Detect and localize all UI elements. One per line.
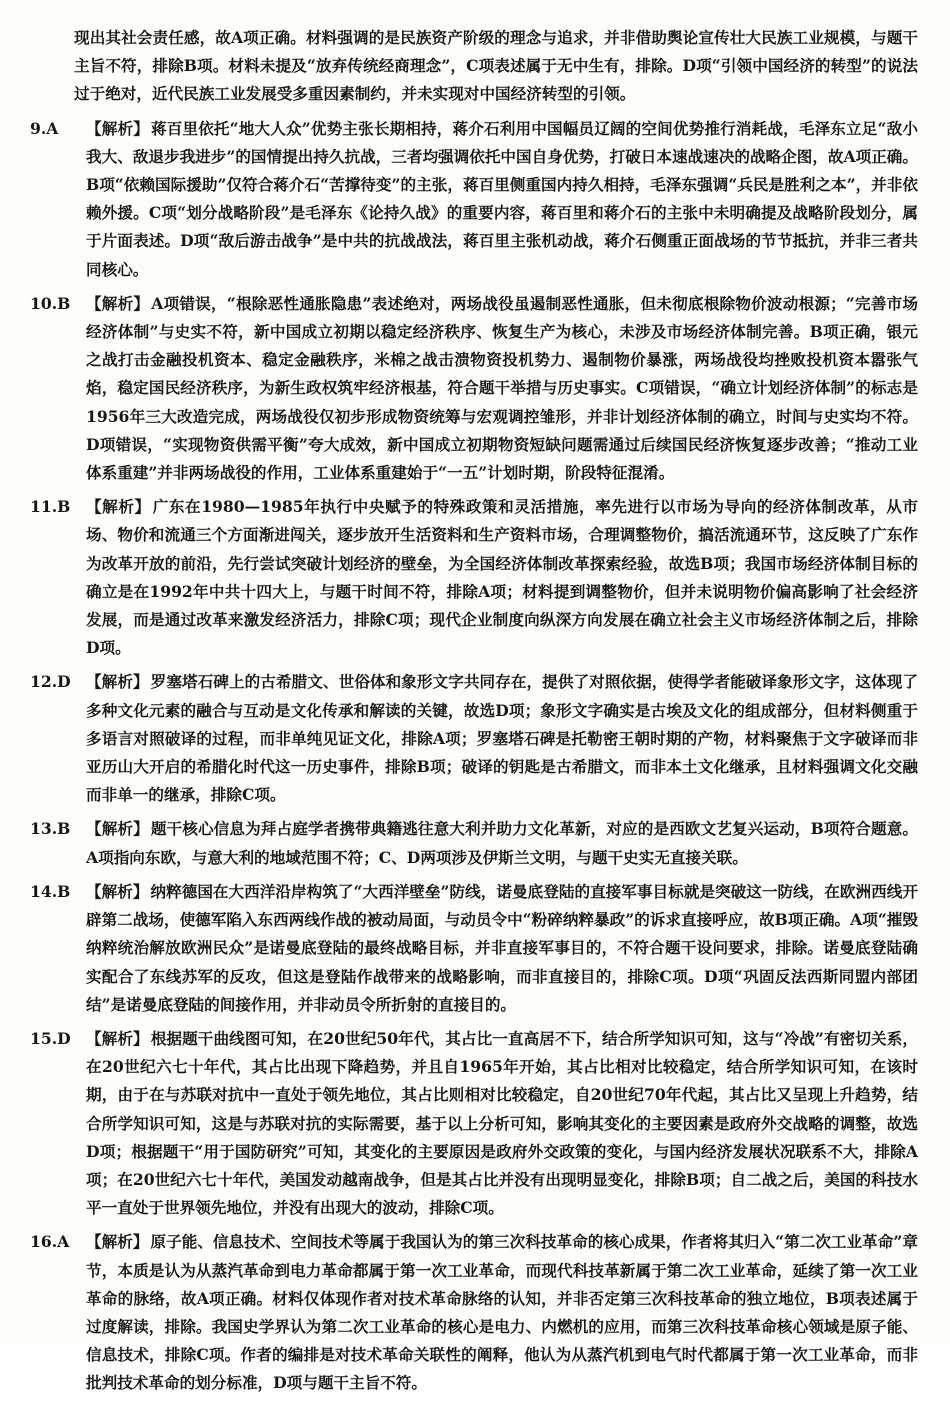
answer-14 — [30, 878, 918, 1019]
answer-10 — [30, 290, 918, 487]
answer-body — [86, 1228, 918, 1397]
answer-body — [86, 1025, 918, 1222]
answer-number: 11.B — [30, 497, 71, 517]
answer-text: 原子能、信息技术、空间技术等属于我国认为的第三次科技革命的核心成果，作者将其归入“第二次工业革命”章节，本质是认为从蒸汽革命到电力革命都属于第一次工业革命，而现代科技革新属于第二次工业革命，延续了第一次工业革命的脉络，故A项正确。材料仅体现作者对技术革命脉络的认知，并非否定第三次科技革命的独立地位，B项表述属于过度解读，排除。我国史学界认为第二次工业革命的核心是电力、内燃机的应用，而第三次科技革命核心领域是原子能、信息技术，排除C项。作者的编排是对技术革命关联性的阐释，他认为从蒸汽机到电气时代都属于第一次工业革命，而非批判技术革命的划分标准，D项与题干主旨不符。 — [86, 1232, 918, 1393]
answer-16 — [30, 1228, 918, 1397]
answer-body — [86, 878, 918, 1019]
answer-body — [86, 115, 918, 284]
answer-number: 13.B — [30, 819, 71, 839]
answer-text: 纳粹德国在大西洋沿岸构筑了“大西洋壁垒”防线，诺曼底登陆的直接军事目标就是突破这一防线，在欧洲西线开辟第二战场，使德军陷入东西两线作战的被动局面，与动员令中“粉碎纳粹暴政”的诉求直接呼应，故B项正确。A项“摧毁纳粹统治解放欧洲民众”是诺曼底登陆的最终战略目标，并非直接军事目的，不符合题干设问要求，排除。诺曼底登陆确实配合了东线苏军的反攻，但这是登陆作战带来的战略影响，而非直接目的，排除C项。D项“巩固反法西斯同盟内部团结”是诺曼底登陆的间接作用，并非动员令所折射的直接目的。 — [86, 881, 918, 1014]
answer-body — [86, 668, 918, 809]
answer-body — [86, 815, 918, 871]
answer-body — [86, 493, 918, 662]
analysis-tag: 【解析】 — [86, 819, 149, 839]
analysis-tag: 【解析】 — [86, 293, 150, 313]
answer-body — [86, 290, 918, 487]
answer-text: 根据题干曲线图可知，在20世纪50年代，其占比一直高居不下，结合所学知识可知，这与“冷战”有密切关系，在20世纪六七十年代，其占比出现下降趋势，并且自1965年开始，其占比相对比较稳定，结合所学知识可知，在该时期，由于在与苏联对抗中一直处于领先地位，其占比则相对比较稳定，自20世纪70年代起，其占比又呈现上升趋势，结合所学知识可知，这是与苏联对抗的实际需要，基于以上分析可知，影响其变化的主要因素是政府外交战略的调整，故选D项；根据题干“用于国防研究”可知，其变化的主要原因是政府外交政策的变化，与国内经济发展状况联系不大，排除A项；在20世纪六七十年代，美国发动越南战争，但是其占比并没有出现明显变化，排除B项；自二战之后，美国的科技水平一直处于世界领先地位，并没有出现大的波动，排除C项。 — [86, 1028, 918, 1218]
answer-text: 罗塞塔石碑上的古希腊文、世俗体和象形文字共同存在，提供了对照依据，使得学者能破译象形文字，这体现了多种文化元素的融合与互动是文化传承和解读的关键，故选D项；象形文字确实是古埃及文化的组成部分，但材料侧重于多语言对照破译的过程，而非单纯见证文化，排除A项；罗塞塔石碑是托勒密王朝时期的产物，材料聚焦于文字破译而非亚历山大开启的希腊化时代这一历史事件，排除B项；破译的钥匙是古希腊文，而非本土文化继承，且材料强调文化交融而非单一的继承，排除C项。 — [86, 672, 918, 805]
analysis-tag: 【解析】 — [86, 1028, 149, 1048]
answer-number: 16.A — [30, 1232, 70, 1252]
analysis-tag: 【解析】 — [86, 118, 149, 138]
answer-number: 15.D — [30, 1028, 71, 1048]
answer-15 — [30, 1025, 918, 1222]
analysis-tag: 【解析】 — [86, 497, 151, 517]
answer-number: 14.B — [30, 881, 71, 901]
answer-12 — [30, 668, 918, 809]
answer-13 — [30, 815, 918, 871]
answer-explanations — [30, 24, 918, 1404]
continuation-paragraph: 现出其社会责任感，故A项正确。材料强调的是民族资产阶级的理念与追求，并非借助舆论宣传壮大民族工业规模，与题干主旨不符，排除B项。材料未提及“放弃传统经商理念”，C项表述属于无中生有，排除。D项“引领中国经济的转型”的说法过于绝对，近代民族工业发展受多重因素制约，并未实现对中国经济转型的引领。 — [74, 28, 918, 104]
answer-number: 9.A — [30, 118, 59, 138]
answer-text: A项错误，“根除恶性通胀隐患”表述绝对，两场战役虽遏制恶性通胀，但未彻底根除物价波动根源；“完善市场经济体制”与史实不符，新中国成立初期以稳定经济秩序、恢复生产为核心，未涉及市场经济体制完善。B项正确，银元之战打击金融投机资本、稳定金融秩序，米棉之战击溃物资投机势力、遏制物价暴涨，两场战役均挫败投机资本嚣张气焰，稳定国民经济秩序，为新生政权筑牢经济根基，符合题干举措与历史事实。C项错误，“确立计划经济体制”的标志是1956年三大改造完成，两场战役仅初步形成物资统筹与宏观调控雏形，并非计划经济体制的确立，时间与史实均不符。D项错误，“实现物资供需平衡”夸大成效，新中国成立初期物资短缺问题需通过后续国民经济恢复逐步改善；“推动工业体系重建”并非两场战役的作用，工业体系重建始于“一五”计划时期，阶段特征混淆。 — [86, 293, 918, 483]
answer-number: 12.D — [30, 672, 71, 692]
answer-11 — [30, 493, 918, 662]
answer-text: 广东在1980—1985年执行中央赋予的特殊政策和灵活措施，率先进行以市场为导向的经济体制改革，从市场、物价和流通三个方面渐进闯关，逐步放开生活资料和生产资料市场，合理调整物价，搞活流通环节，这反映了广东作为改革开放的前沿，先行尝试突破计划经济的壁垒，为全国经济体制改革探索经验，故选B项；我国市场经济体制目标的确立是在1992年中共十四大上，与题干时间不符，排除A项；材料提到调整物价，但并未说明物价偏高影响了社会经济发展，而是通过改革来激发经济活力，排除C项；现代企业制度向纵深方向发展在确立社会主义市场经济体制之后，排除D项。 — [86, 497, 918, 658]
analysis-tag: 【解析】 — [86, 881, 149, 901]
analysis-tag: 【解析】 — [86, 1232, 149, 1252]
answer-text: 蒋百里依托“地大人众”优势主张长期相持，蒋介石利用中国幅员辽阔的空间优势推行消耗战，毛泽东立足“敌小我大、敌退步我进步”的国情提出持久抗战，三者均强调依托中国自身优势，打破日本速战速决的战略企图，故A项正确。B项“依赖国际援助”仅符合蒋介石“苦撑待变”的主张，蒋百里侧重国内持久相持，毛泽东强调“兵民是胜利之本”，并非依赖外援。C项“划分战略阶段”是毛泽东《论持久战》的重要内容，蒋百里和蒋介石的主张中未明确提及战略阶段划分，属于片面表述。D项“敌后游击战争”是中共的抗战战法，蒋百里主张机动战，蒋介石侧重正面战场的节节抵抗，并非三者共同核心。 — [86, 118, 918, 279]
answer-9 — [30, 115, 918, 284]
answer-text: 题干核心信息为拜占庭学者携带典籍逃往意大利并助力文化革新，对应的是西欧文艺复兴运动，B项符合题意。A项指向东欧，与意大利的地域范围不符；C、D两项涉及伊斯兰文明，与题干史实无直接关联。 — [86, 819, 918, 867]
analysis-tag: 【解析】 — [86, 672, 149, 692]
answer-number: 10.B — [30, 293, 71, 313]
